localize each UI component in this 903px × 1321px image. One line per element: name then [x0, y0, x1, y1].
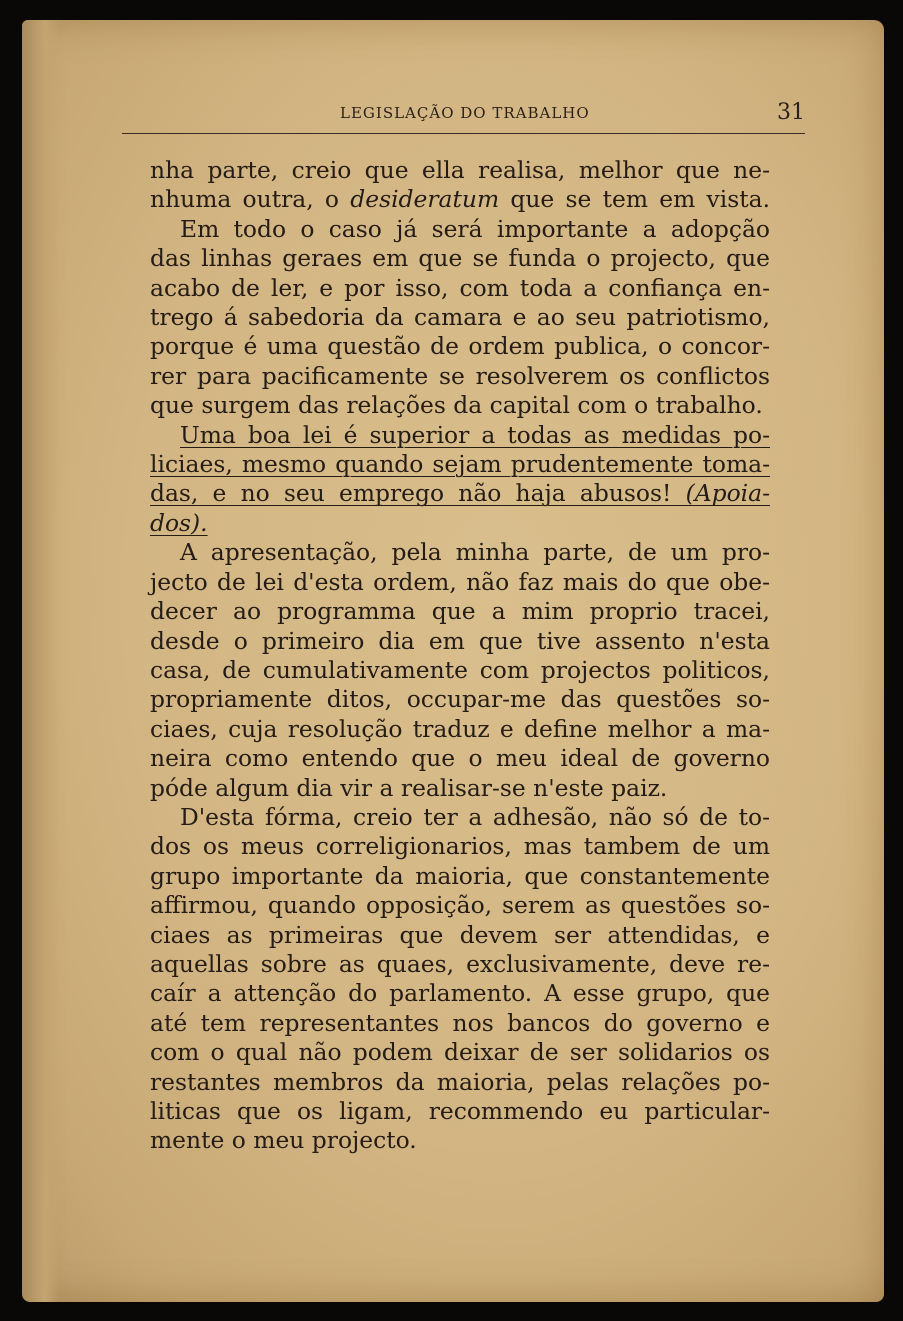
paragraph-start-line: A apresentação, pela minha parte, de um pro-	[180, 538, 770, 567]
text-line: nhuma outra, o desideratum que se tem em vista.	[150, 185, 771, 214]
text-line: ciaes, cuja resolução traduz e define melhor a ma-	[150, 714, 770, 743]
text-line: com o qual não podem deixar de ser solidarios os	[150, 1038, 770, 1067]
text-line: liticas que os ligam, recommendo eu particular-	[150, 1097, 770, 1125]
text-line: decer ao programma que a mim proprio tracei,	[150, 597, 770, 626]
underlined-line: dos).	[150, 508, 208, 537]
text-line: ciaes as primeiras que devem ser attendidas, e	[150, 920, 770, 949]
text-line: nha parte, creio que ella realisa, melhor que ne-	[150, 156, 770, 184]
page-spine-shadow	[22, 20, 60, 1302]
body-text	[150, 156, 770, 1156]
page-header	[155, 100, 805, 130]
underlined-line: Uma boa lei é superior a todas as medidas po-	[180, 420, 770, 449]
text-line: que surgem das relações da capital com o trabalho.	[150, 391, 763, 420]
text-line: mente o meu projecto.	[150, 1126, 417, 1155]
text-line: casa, de cumulativamente com projectos politicos,	[150, 655, 770, 684]
page-number: 31	[777, 100, 805, 125]
text-line: aquellas sobre as quaes, exclusivamente, deve re-	[150, 949, 770, 978]
text-line: caír a attenção do parlamento. A esse grupo, que	[150, 979, 770, 1008]
text-line: póde algum dia vir a realisar-se n'este paiz.	[150, 773, 668, 802]
text-line: acabo de ler, e por isso, com toda a confiança en-	[150, 273, 770, 302]
underlined-line: das, e no seu emprego não haja abusos! (Apoia-	[150, 479, 770, 508]
text-line: affirmou, quando opposição, serem as questões so-	[150, 891, 770, 920]
text-line: dos os meus correligionarios, mas tambem de um	[150, 832, 770, 861]
text-line: grupo importante da maioria, que constantemente	[150, 861, 770, 890]
text-line: jecto de lei d'esta ordem, não faz mais do que obe-	[150, 567, 770, 596]
underlined-line: liciaes, mesmo quando sejam prudentemente toma-	[150, 450, 770, 479]
text-line: desde o primeiro dia em que tive assento n'esta	[150, 626, 770, 655]
text-line: restantes membros da maioria, pelas relações po-	[150, 1067, 770, 1096]
text-line: porque é uma questão de ordem publica, o concor-	[150, 332, 770, 361]
text-line: neira como entendo que o meu ideal de governo	[150, 744, 770, 773]
italic-term: desideratum	[350, 185, 500, 214]
paragraph-start-line: D'esta fórma, creio ter a adhesão, não só de to-	[180, 802, 770, 831]
text-line: até tem representantes nos bancos do governo e	[150, 1008, 770, 1037]
paragraph-start-line: Em todo o caso já será importante a adopção	[180, 214, 770, 243]
italic-aside: (Apoia-	[685, 479, 770, 508]
running-title: LEGISLAÇÃO DO TRABALHO	[340, 104, 590, 122]
text-line: trego á sabedoria da camara e ao seu patriotismo,	[150, 303, 770, 332]
text-line: rer para pacificamente se resolverem os conflictos	[150, 361, 770, 390]
text-line: propriamente ditos, occupar-me das questões so-	[150, 685, 770, 714]
header-rule	[122, 133, 805, 134]
text-line: das linhas geraes em que se funda o projecto, que	[150, 244, 770, 273]
